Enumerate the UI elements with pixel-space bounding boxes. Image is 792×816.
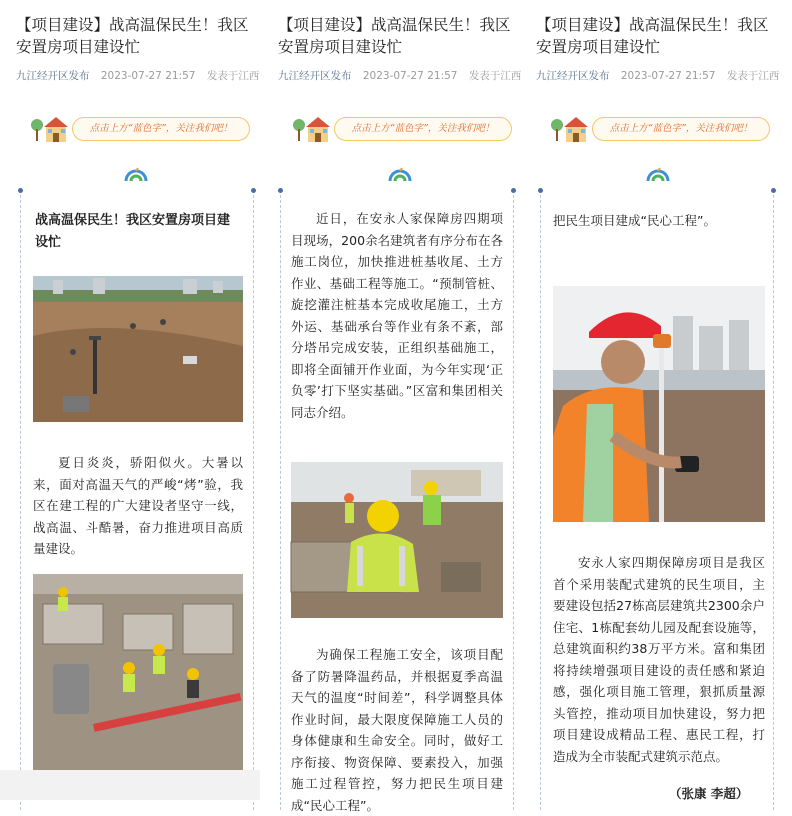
- source-link[interactable]: 九江经开区发布: [278, 70, 352, 82]
- source-link[interactable]: 九江经开区发布: [536, 70, 610, 82]
- house-cartoon-icon: [550, 114, 592, 144]
- intro-paragraph: 夏日炎炎，骄阳似火。大暑以来，面对高温天气的严峻“烤”验，我区在建工程的广大建设者坚守一线，战高温、斗酷暑，奋力推进项目高质量建设。: [33, 455, 243, 556]
- article-panel-1: [8, 0, 264, 800]
- follow-banner-text: 点击上方“蓝色字”，关注我们吧！: [592, 117, 770, 141]
- publish-location: 发表于江西: [206, 70, 260, 82]
- surveyor-red-helmet-photo: [553, 286, 765, 522]
- body-paragraph-2: 为确保工程施工安全，该项目配备了防暑降温药品，并根据夏季高温天气的温度“时间差”，科学调整具体作业时间，最大限度保障施工人员的身体健康和生命安全。同时，做好工序衔接、物资保障、要素投入，加强施工过程管控，努力把民生项目建成“民心工程”。: [291, 647, 503, 813]
- follow-banner-text: 点击上方“蓝色字”，关注我们吧！: [72, 117, 250, 141]
- article-card: [540, 190, 774, 810]
- body-paragraph-continued: 把民生项目建成“民心工程”。: [553, 213, 716, 228]
- article-meta: [536, 68, 779, 83]
- construction-site-aerial-photo: [33, 276, 243, 422]
- publish-location: 发表于江西: [468, 70, 522, 82]
- section-heading: 战高温保民生！我区安置房项目建设忙: [35, 213, 231, 250]
- article-panel-2: [270, 0, 526, 813]
- article-card: [280, 190, 514, 813]
- publish-time: 2023-07-27 21:57: [100, 70, 196, 82]
- account-logo-icon: [124, 166, 148, 182]
- article-title: 【项目建设】战高温保民生！我区安置房项目建设忙: [278, 16, 511, 56]
- follow-banner[interactable]: [282, 112, 512, 146]
- workers-foundation-photo: [33, 574, 243, 770]
- body-paragraph-1: 近日，在安永人家保障房四期项目现场，200余名建筑者有序分布在各施工岗位，加快推进桩基收尾、土方作业、基础工程等施工。“预制管桩、旋挖灌注桩基本完成收尾施工，土方外运、基础承台等作业有条不紊，部分塔吊完成安装，正组织基础施工，即将全面铺开作业面，为今年实现‘正负零’打下坚实基础。”区富和集团相关同志介绍。: [291, 211, 503, 420]
- article-title: 【项目建设】战高温保民生！我区安置房项目建设忙: [536, 16, 769, 56]
- house-cartoon-icon: [30, 114, 72, 144]
- source-link[interactable]: 九江经开区发布: [16, 70, 90, 82]
- publish-time: 2023-07-27 21:57: [620, 70, 716, 82]
- house-cartoon-icon: [292, 114, 334, 144]
- publish-location: 发表于江西: [726, 70, 780, 82]
- article-title: 【项目建设】战高温保民生！我区安置房项目建设忙: [16, 16, 249, 56]
- follow-banner[interactable]: [20, 112, 250, 146]
- bottom-bar: [0, 770, 260, 800]
- worker-helmet-photo: [291, 462, 503, 618]
- article-panel-3: [528, 0, 784, 800]
- article-card: [20, 190, 254, 810]
- follow-banner[interactable]: [540, 112, 770, 146]
- article-meta: [16, 68, 259, 83]
- account-logo-icon: [388, 166, 412, 182]
- publish-time: 2023-07-27 21:57: [362, 70, 458, 82]
- body-paragraph-3: 安永人家四期保障房项目是我区首个采用装配式建筑的民生项目，主要建设包括27栋高层建筑共2300余户住宅、1栋配套幼儿园及配套设施等，总建筑面积约38万平方米。富和集团将持续增强项目建设的责任感和紧迫感，强化项目施工管理，狠抓质量源头管控，推动项目加快建设，努力把项目建设成精品工程、惠民工程，打造成为全市装配式建筑示范点。: [553, 555, 765, 764]
- author-credit: （张康 李超）: [669, 786, 749, 801]
- account-logo-icon: [646, 166, 670, 182]
- article-meta: [278, 68, 521, 83]
- follow-banner-text: 点击上方“蓝色字”，关注我们吧！: [334, 117, 512, 141]
